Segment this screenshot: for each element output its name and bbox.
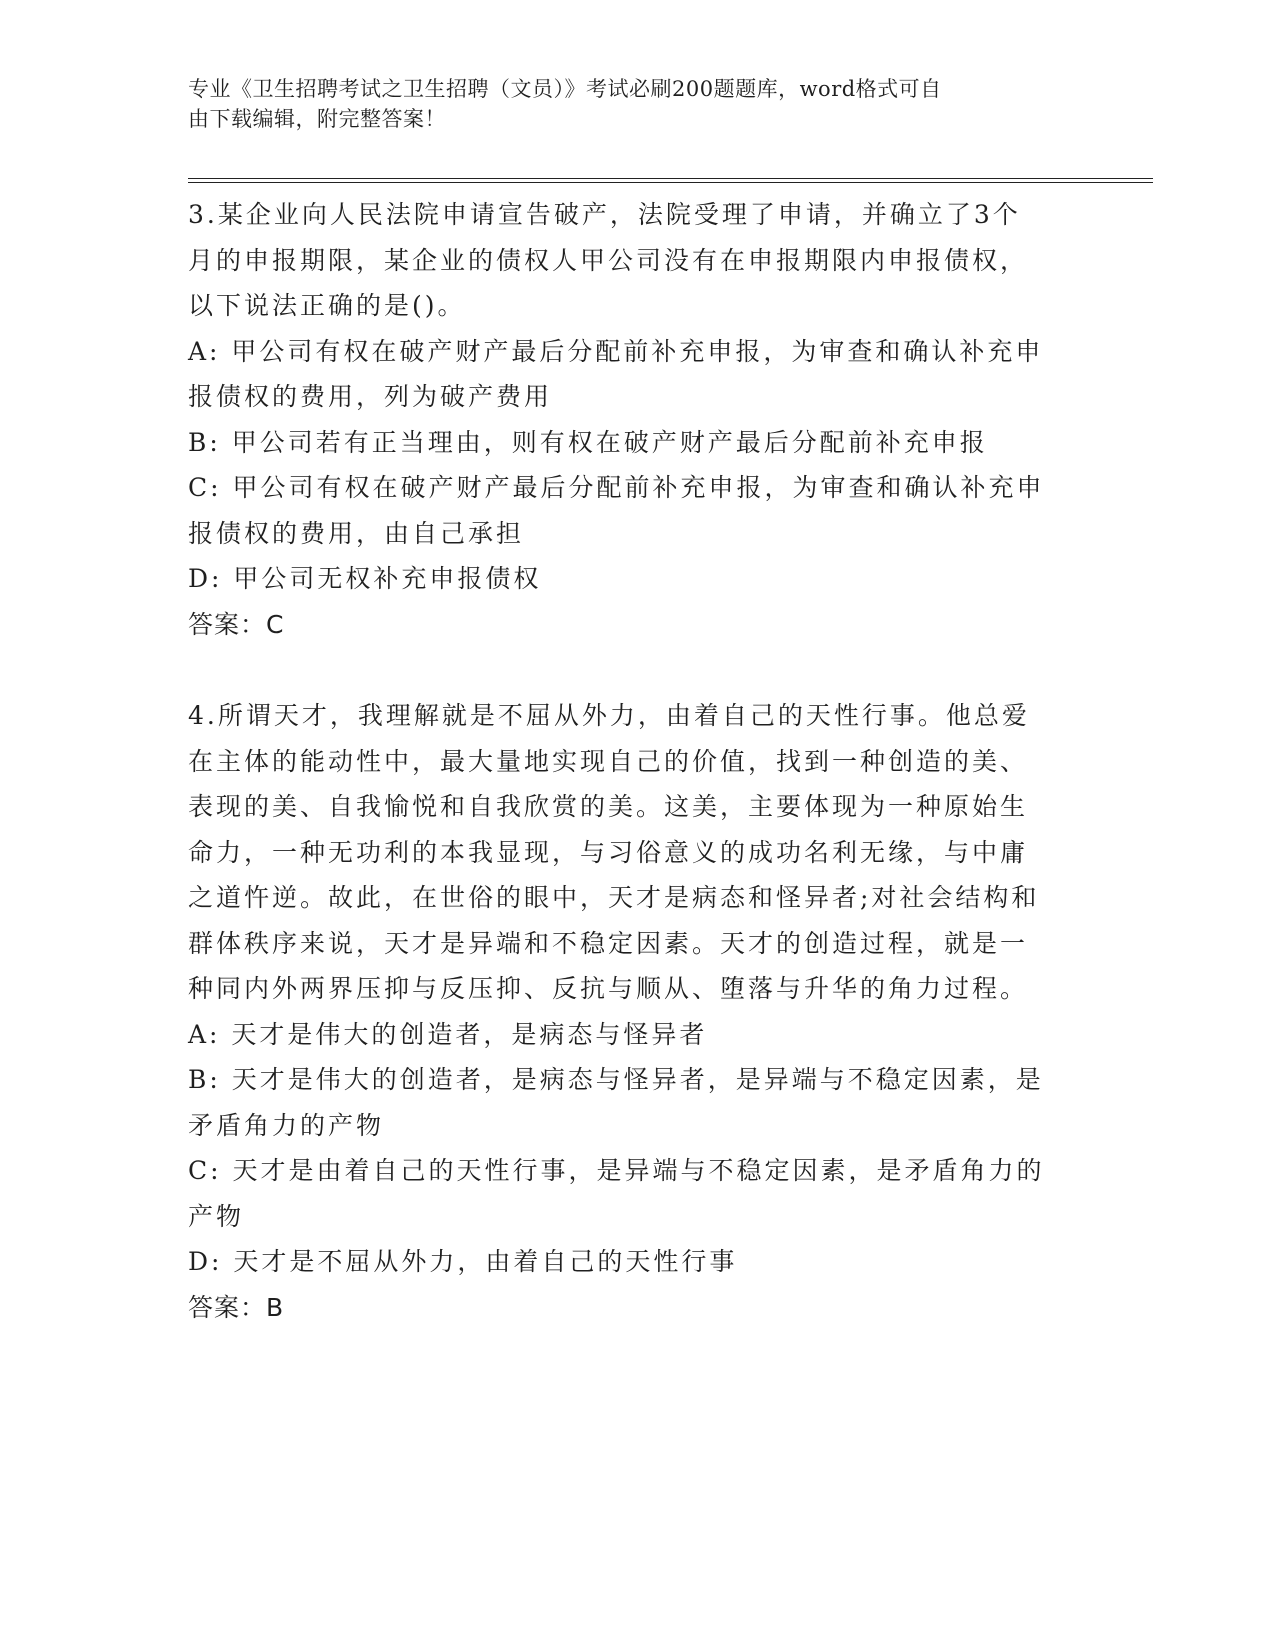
option-a-line: A: 天才是伟大的创造者，是病态与怪异者: [188, 1019, 708, 1049]
option-d-line: D: 甲公司无权补充申报债权: [188, 564, 542, 593]
question-block: [188, 192, 1068, 647]
header-line-2: 由下载编辑，附完整答案！: [188, 107, 446, 131]
option-b-line: B: 天才是伟大的创造者，是病态与怪异者，是异端与不稳定因素，是: [188, 1065, 1044, 1094]
question-stem-line: 种同内外两界压抑与反压抑、反抗与顺从、堕落与升华的角力过程。: [188, 974, 1029, 1003]
option-b-line: 矛盾角力的产物: [188, 1110, 385, 1140]
option-c-line: 报债权的费用，由自己承担: [188, 518, 525, 548]
question-stem-line: 以下说法正确的是()。: [188, 291, 466, 320]
document-header: [188, 74, 1068, 134]
header-rule-bottom: [188, 182, 1153, 183]
answer-line: 答案：B: [188, 1292, 285, 1322]
option-d-line: D: 天才是不屈从外力，由着自己的天性行事: [188, 1247, 738, 1276]
question-stem-line: 4.所谓天才，我理解就是不屈从外力，由着自己的天性行事。他总爱: [188, 701, 1030, 730]
question-stem-line: 命力，一种无功利的本我显现，与习俗意义的成功名利无缘，与中庸: [188, 837, 1029, 867]
question-stem-line: 群体秩序来说，天才是异端和不稳定因素。天才的创造过程，就是一: [188, 928, 1029, 958]
option-b-line: B: 甲公司若有正当理由，则有权在破产财产最后分配前补充申报: [188, 427, 988, 457]
option-c-line: C: 天才是由着自己的天性行事，是异端与不稳定因素，是矛盾角力的: [188, 1156, 1045, 1185]
question-spacer: [188, 647, 1068, 693]
question-block: [188, 693, 1068, 1330]
header-rule-top: [188, 178, 1153, 179]
question-list: [188, 192, 1068, 1330]
option-c-line: C: 甲公司有权在破产财产最后分配前补充申报，为审查和确认补充申: [188, 473, 1045, 502]
answer-line: 答案：C: [188, 609, 285, 639]
question-stem-line: 之道忤逆。故此，在世俗的眼中，天才是病态和怪异者;对社会结构和: [188, 883, 1040, 912]
header-line-1: 专业《卫生招聘考试之卫生招聘（文员）》考试必刷200题题库，word格式可自: [188, 77, 942, 101]
question-stem-line: 3.某企业向人民法院申请宣告破产，法院受理了申请，并确立了3个: [188, 200, 1021, 229]
option-c-line: 产物: [188, 1201, 245, 1231]
option-a-line: A: 甲公司有权在破产财产最后分配前补充申报，为审查和确认补充申: [188, 336, 1044, 366]
question-stem-line: 表现的美、自我愉悦和自我欣赏的美。这美，主要体现为一种原始生: [188, 792, 1029, 821]
question-stem-line: 月的申报期限，某企业的债权人甲公司没有在申报期限内申报债权，: [188, 245, 1029, 275]
question-stem-line: 在主体的能动性中，最大量地实现自己的价值，找到一种创造的美、: [188, 746, 1029, 776]
option-a-line: 报债权的费用，列为破产费用: [188, 382, 553, 411]
